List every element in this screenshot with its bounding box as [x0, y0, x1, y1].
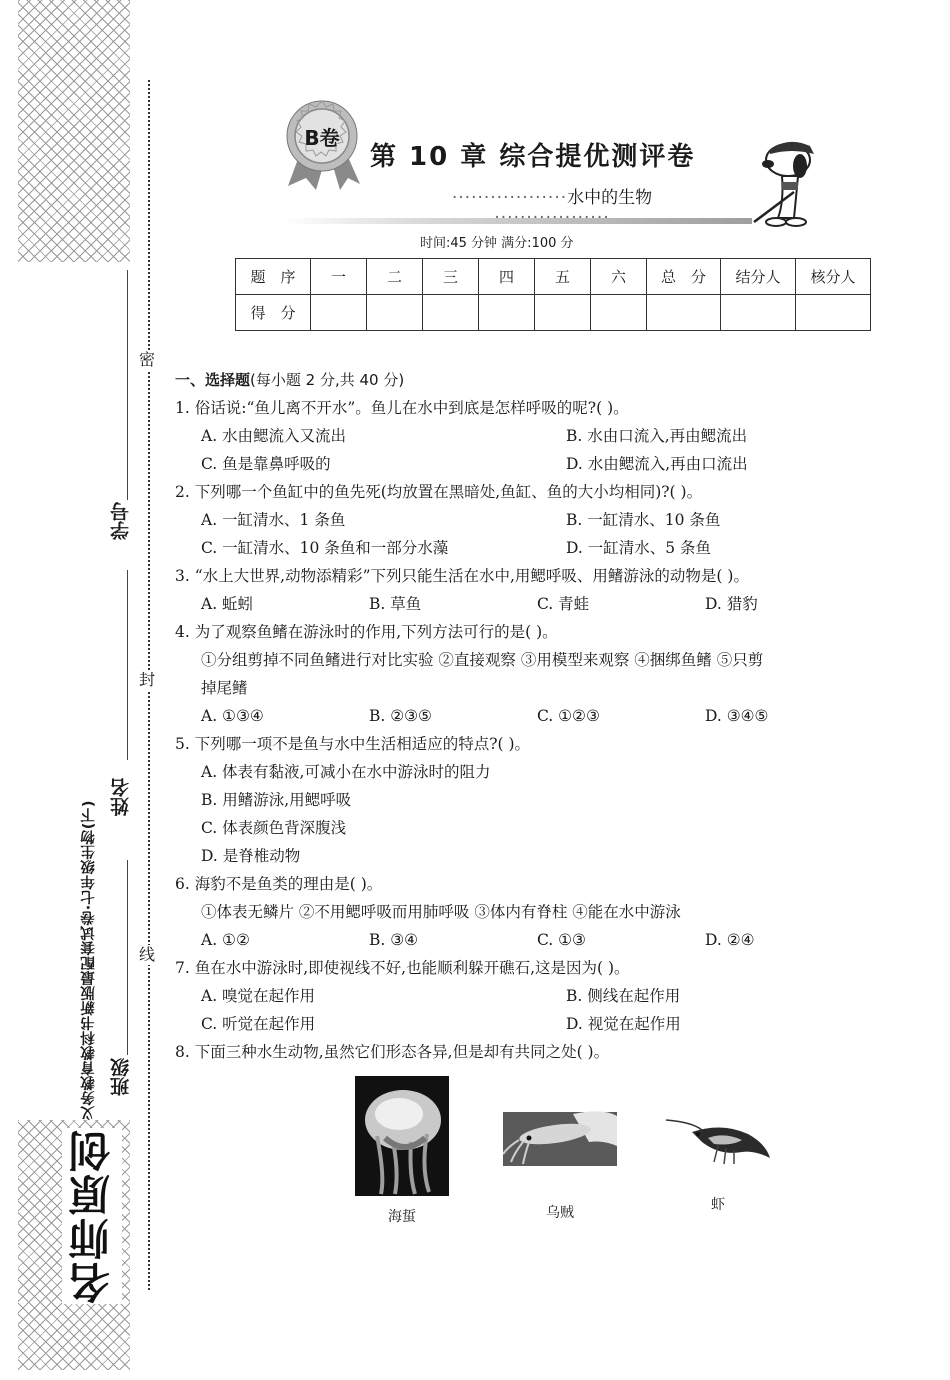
question-stem: 7. 鱼在水中游泳时,即使视线不好,也能顺利躲开礁石,这是因为( )。 — [175, 959, 630, 977]
question-stem: 5. 下列哪一项不是鱼与水中生活相适应的特点?( )。 — [175, 735, 531, 753]
question-4 — [175, 618, 940, 730]
option-a[interactable]: A. ①② — [201, 931, 250, 949]
table-cell: 结分人 — [721, 259, 796, 295]
series-title: 义务教育教科书新版最配套试卷·七年级生物(下) — [81, 800, 97, 1121]
seal-char-feng: 封 — [139, 670, 156, 689]
table-cell: 总 分 — [647, 259, 721, 295]
option-d[interactable]: D. 视觉在起作用 — [566, 1015, 681, 1033]
figure-label: 虾 — [711, 1197, 725, 1213]
score-table-score-row — [236, 295, 871, 331]
subtitle-text: 水中的生物 — [567, 188, 653, 208]
section-heading — [175, 366, 940, 394]
option-d[interactable]: D. ②④ — [705, 931, 755, 949]
name-field[interactable] — [105, 570, 133, 830]
student-id-field[interactable] — [105, 270, 133, 570]
question-8 — [175, 1038, 940, 1066]
brand-logo-text: 名师原创 — [62, 1128, 122, 1304]
option-b[interactable]: B. 水由口流入,再由鳃流出 — [566, 427, 748, 445]
option-d[interactable]: D. ③④⑤ — [705, 707, 769, 725]
question-body — [175, 366, 940, 1066]
student-id-underline — [127, 270, 128, 500]
option-b[interactable]: B. ②③⑤ — [369, 707, 432, 725]
option-a[interactable]: A. 嗅觉在起作用 — [201, 987, 316, 1005]
option-d[interactable]: D. 猎豹 — [705, 595, 758, 613]
option-list — [175, 926, 940, 954]
figure-squid — [502, 1102, 618, 1222]
option-c[interactable]: C. ①②③ — [537, 707, 600, 725]
question-stem: 8. 下面三种水生动物,虽然它们形态各异,但是却有共同之处( )。 — [175, 1043, 610, 1061]
section-note: (每小题 2 分,共 40 分) — [250, 371, 405, 389]
cartoon-dog-illustration — [748, 132, 818, 232]
table-cell: 一 — [311, 259, 367, 295]
seal-char-xian: 线 — [139, 945, 156, 964]
squid-photo — [503, 1102, 617, 1166]
question-7 — [175, 954, 940, 1038]
badge-label: B卷 — [304, 126, 340, 150]
table-cell: 二 — [367, 259, 423, 295]
option-list — [175, 506, 940, 562]
name-label: 姓名 — [110, 778, 132, 816]
table-cell: 三 — [423, 259, 479, 295]
question-1 — [175, 394, 940, 478]
question-stem: 4. 为了观察鱼鳍在游泳时的作用,下列方法可行的是( )。 — [175, 623, 558, 641]
score-input-cell[interactable] — [367, 295, 423, 331]
option-a[interactable]: A. 体表有黏液,可减小在水中游泳时的阻力 — [201, 763, 491, 781]
question-stem: 3. “水上大世界,动物添精彩”下列只能生活在水中,用鳃呼吸、用鳍游泳的动物是( )。 — [175, 567, 749, 585]
question-3 — [175, 562, 940, 618]
option-b[interactable]: B. 侧线在起作用 — [566, 987, 681, 1005]
shrimp-photo — [662, 1112, 774, 1168]
question-statements: ①分组剪掉不同鱼鳍进行对比实验 ②直接观察 ③用模型来观察 ④捆绑鱼鳍 ⑤只剪 — [201, 651, 764, 669]
option-d[interactable]: D. 水由鳃流入,再由口流出 — [566, 455, 748, 473]
table-cell: 六 — [591, 259, 647, 295]
score-input-cell[interactable] — [721, 295, 796, 331]
score-input-cell[interactable] — [479, 295, 535, 331]
option-c[interactable]: C. ①③ — [537, 931, 586, 949]
name-underline — [127, 570, 128, 760]
option-a[interactable]: A. ①③④ — [201, 707, 264, 725]
option-list — [175, 590, 940, 618]
exam-title: 第 10 章 综合提优测评卷 — [370, 142, 696, 172]
score-input-cell[interactable] — [591, 295, 647, 331]
option-list — [175, 702, 940, 730]
option-d[interactable]: D. 是脊椎动物 — [201, 847, 301, 865]
student-id-label: 学号 — [110, 502, 132, 540]
table-cell: 得 分 — [236, 295, 311, 331]
question-stem: 1. 俗话说:“鱼儿离不开水”。鱼儿在水中到底是怎样呼吸的呢?( )。 — [175, 399, 629, 417]
option-a[interactable]: A. 蚯蚓 — [201, 595, 254, 613]
question-stem: 2. 下列哪一个鱼缸中的鱼先死(均放置在黑暗处,鱼缸、鱼的大小均相同)?( )。 — [175, 483, 703, 501]
question-statements: ①体表无鳞片 ②不用鳃呼吸而用肺呼吸 ③体内有脊柱 ④能在水中游泳 — [201, 903, 681, 921]
table-cell: 四 — [479, 259, 535, 295]
option-b[interactable]: B. 用鳍游泳,用鳃呼吸 — [201, 791, 352, 809]
b-volume-badge — [282, 98, 362, 188]
class-underline — [127, 860, 128, 1055]
option-c[interactable]: C. 鱼是靠鼻呼吸的 — [201, 455, 331, 473]
option-b[interactable]: B. 一缸清水、10 条鱼 — [566, 511, 721, 529]
score-input-cell[interactable] — [647, 295, 721, 331]
score-input-cell[interactable] — [535, 295, 591, 331]
jellyfish-photo — [355, 1076, 449, 1196]
option-b[interactable]: B. ③④ — [369, 931, 419, 949]
table-cell: 五 — [535, 259, 591, 295]
seal-char-mi: 密 — [139, 350, 156, 369]
option-c[interactable]: C. 一缸清水、10 条鱼和一部分水藻 — [201, 539, 449, 557]
option-d[interactable]: D. 一缸清水、5 条鱼 — [566, 539, 712, 557]
animal-figures — [340, 1072, 800, 1232]
score-table-header-row — [236, 259, 871, 295]
table-cell: 题 序 — [236, 259, 311, 295]
option-a[interactable]: A. 一缸清水、1 条鱼 — [201, 511, 346, 529]
class-label: 班级 — [110, 1058, 132, 1096]
time-and-score-info: 时间:45 分钟 满分:100 分 — [420, 236, 574, 251]
question-2 — [175, 478, 940, 562]
score-input-cell[interactable] — [311, 295, 367, 331]
score-input-cell[interactable] — [423, 295, 479, 331]
option-c[interactable]: C. 青蛙 — [537, 595, 590, 613]
figure-shrimp — [660, 1112, 776, 1214]
header-gradient-line — [282, 218, 752, 224]
question-stem: 6. 海豹不是鱼类的理由是( )。 — [175, 875, 383, 893]
top-left-pattern — [18, 0, 130, 262]
figure-label: 海蜇 — [388, 1209, 416, 1225]
figure-jellyfish — [354, 1076, 450, 1226]
table-cell: 核分人 — [796, 259, 871, 295]
score-table — [235, 258, 871, 331]
option-list — [175, 422, 940, 478]
question-statements-cont: 掉尾鳍 — [201, 679, 248, 697]
subtitle-dots-left: ·················· — [451, 188, 568, 208]
option-list — [175, 982, 940, 1038]
section-title: 一、选择题 — [175, 371, 251, 389]
option-c[interactable]: C. 体表颜色背深腹浅 — [201, 819, 347, 837]
option-b[interactable]: B. 草鱼 — [369, 595, 422, 613]
option-list — [175, 758, 940, 870]
figure-label: 乌贼 — [546, 1205, 574, 1221]
option-a[interactable]: A. 水由鳃流入又流出 — [201, 427, 347, 445]
question-5 — [175, 730, 940, 870]
option-c[interactable]: C. 听觉在起作用 — [201, 1015, 316, 1033]
question-6 — [175, 870, 940, 954]
score-input-cell[interactable] — [796, 295, 871, 331]
class-field[interactable] — [105, 860, 133, 1135]
